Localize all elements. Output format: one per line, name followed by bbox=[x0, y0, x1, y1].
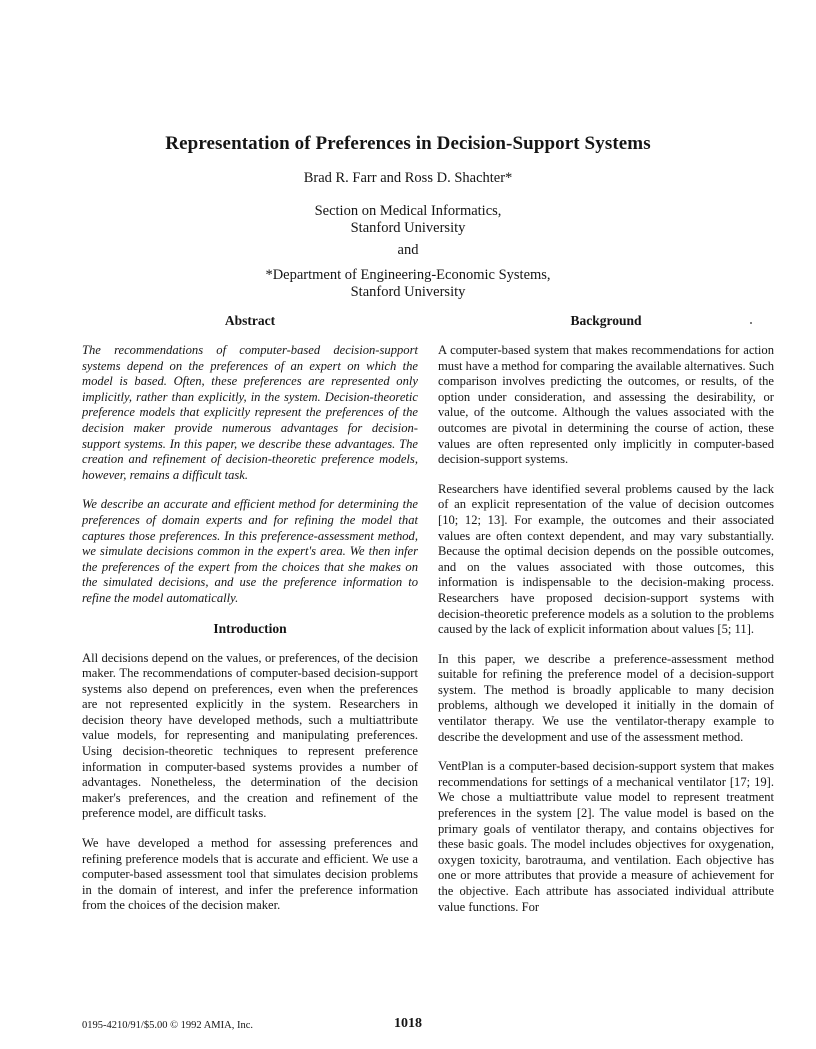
paper-title: Representation of Preferences in Decision-Support Systems bbox=[165, 133, 651, 154]
affiliation-line: Section on Medical Informatics, bbox=[314, 203, 502, 219]
authors: Brad R. Farr and Ross D. Shachter* bbox=[303, 170, 513, 186]
page-number: 1018 bbox=[394, 1016, 422, 1031]
background-paragraph: A computer-based system that makes recommendations for action must have a method for comparing the available alternatives. Such comparison involves predicting the outcomes, or results, of the option under consideration, and assessing the desirability, or value, of the outcome. Although the values associated with the outcomes are pivotal in determining the course of action, these values are often represented only implicitly in computer-based decision-support systems. bbox=[438, 343, 774, 467]
background-paragraph: In this paper, we describe a preference-assessment method suitable for refining the preference model of a decision-support system. The method is broadly applicable to many decision problems, although we developed it initially in the domain of ventilator therapy. We use the ventilator-therapy example to describe the development and use of the assessment method. bbox=[438, 651, 774, 744]
abstract-paragraph: We describe an accurate and efficient method for determining the preferences of domain experts and for refining the model that captures those preferences. In this preference-assessment method, we simulate decisions common in the expert's area. We then infer the preferences of the expert from the choices that she makes on the simulated decisions, and use the preference information to refine the model automatically. bbox=[82, 497, 418, 605]
affiliation-line: Stanford University bbox=[350, 284, 466, 300]
footer-issn: 0195-4210/91/$5.00 © 1992 AMIA, Inc. bbox=[82, 1020, 254, 1031]
introduction-heading: Introduction bbox=[213, 620, 287, 636]
affiliation-medical-informatics bbox=[0, 203, 816, 237]
abstract-paragraph: The recommendations of computer-based decision-support systems depend on the preferences of an expert on which the model is based. Often, these preferences are represented only implicitly, rather than explicitly, in the system. Decision-theoretic preference models that explicitly represent the preferences of the decision maker provide numerous advantages for decision-support systems. In this paper, we describe these advantages. The creation and refinement of decision-theoretic preference models, however, remains a difficult task. bbox=[82, 343, 418, 482]
introduction-paragraph: All decisions depend on the values, or preferences, of the decision maker. The recommendations of computer-based decision-support systems also depend on preferences, even when the preferences are not represented explicitly in the system. Researchers in decision theory have developed methods, such a multiattribute value models, for representing and manipulating preferences. Using decision-theoretic techniques to represent preference information in computer-based systems provides a number of advantages. Nonetheless, the determination of the decision maker's preferences, and the creation and refinement of the preference model, are difficult tasks. bbox=[82, 650, 418, 821]
background-paragraph: VentPlan is a computer-based decision-support system that makes recommendations for settings of a mechanical ventilator [17; 19]. We chose a multiattribute value model to represent treatment preferences in the system [2]. The value model is based on the primary goals of ventilator therapy, and contains objectives for these basic goals. The model includes objectives for oxygenation, oxygen toxicity, barotrauma, and ventilation. Each objective has one or more attributes that provide a measure of achievement for the objective. Each attribute has associated individual attribute value functions. For bbox=[438, 759, 774, 914]
background-paragraph: Researchers have identified several problems caused by the lack of an explicit representation of the value of decision outcomes [10; 12; 13]. For example, the outcomes and their associated values are often context dependent, and may vary substantially. Because the optimal decision depends on the possible outcomes, and on the values associated with those outcomes, this information is indispensable to the decision-making process. Researchers have proposed decision-support systems with decision-theoretic preference models as a solution to the problems caused by the lack of explicit information about values [5; 11]. bbox=[438, 481, 774, 637]
right-column bbox=[438, 313, 774, 929]
affiliation-line: *Department of Engineering-Economic Systems, bbox=[265, 267, 551, 283]
affiliation-conjunction: and bbox=[397, 242, 419, 258]
abstract-heading: Abstract bbox=[224, 313, 276, 328]
left-column bbox=[82, 313, 418, 928]
affiliation-engineering-economic bbox=[0, 267, 816, 301]
affiliation-line: Stanford University bbox=[350, 220, 466, 236]
background-heading: Background bbox=[570, 313, 642, 328]
introduction-paragraph: We have developed a method for assessing preferences and refining preference models that is accurate and efficient. We use a computer-based assessment tool that simulates decision problems in the domain of interest, and infer the preference information from the choices of the decision maker. bbox=[82, 836, 418, 913]
